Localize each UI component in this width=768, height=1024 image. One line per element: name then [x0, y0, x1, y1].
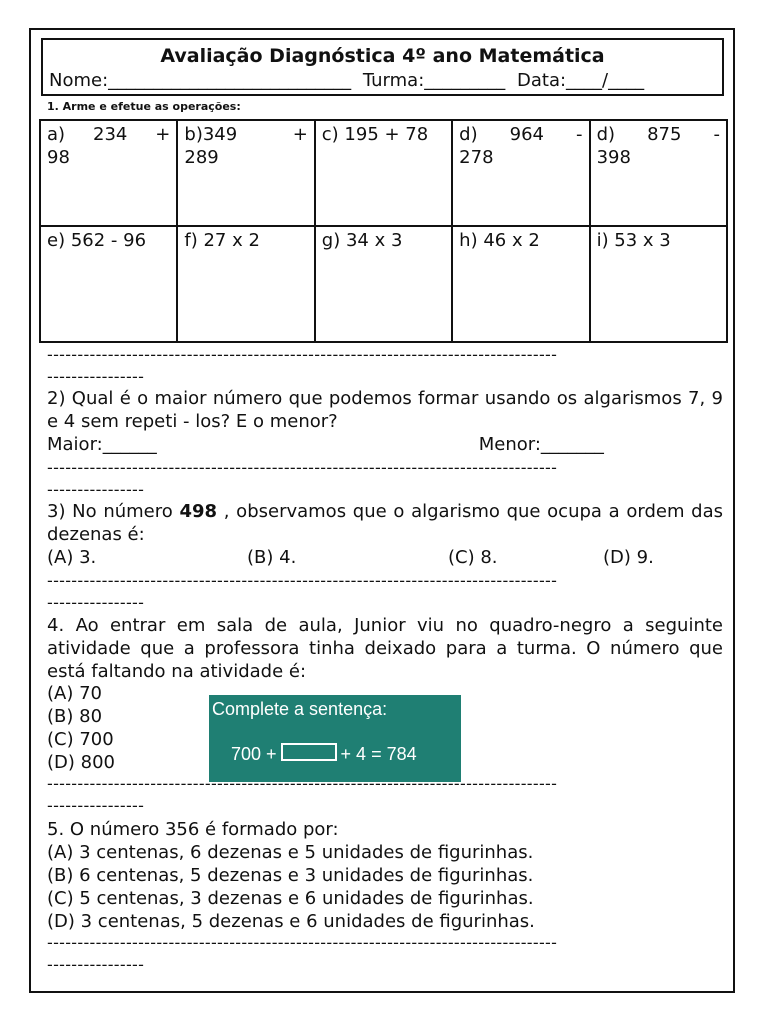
op-part: -: [576, 124, 583, 145]
op-part: 964: [509, 124, 545, 145]
separator-line: [47, 344, 727, 388]
separator-dashes: ------------------------------------------------------------------------------------: [47, 345, 558, 364]
operations-table: [39, 119, 728, 343]
op-part: 875: [647, 124, 682, 145]
q5-option-c: (C) 5 centenas, 3 dezenas e 6 unidades de figurinhas.: [47, 888, 534, 909]
worksheet-page: [29, 28, 735, 993]
q3-options: [47, 546, 723, 569]
header-box: [41, 38, 724, 96]
separator-dashes: ----------------: [47, 593, 145, 612]
chalkboard-image: [209, 695, 461, 782]
separator-dashes: ----------------: [47, 480, 145, 499]
q1-instruction: 1. Arme e efetue as operações:: [47, 100, 241, 113]
operation-cell-d2: [590, 120, 727, 226]
chalkboard-equation: [231, 743, 417, 765]
q4-option-a: (A) 70: [47, 683, 102, 704]
chalkboard-title: Complete a sentença:: [212, 699, 388, 719]
op-part: d): [596, 124, 616, 145]
op-part: -: [713, 124, 720, 145]
op-part: a): [47, 124, 66, 145]
q3-option-b: (B) 4.: [247, 547, 297, 568]
blank-box: [281, 743, 337, 761]
separator-dashes: ----------------: [47, 796, 145, 815]
op-part: 98: [47, 147, 70, 168]
separator-dashes: ------------------------------------------------------------------------------------: [47, 458, 558, 477]
operation-cell-a: [40, 120, 177, 226]
q2-maior-field: Maior:______: [47, 434, 157, 455]
equation-right: + 4 = 784: [340, 744, 417, 764]
separator-dashes: ------------------------------------------------------------------------------------: [47, 933, 558, 952]
q3-text-before: 3) No número: [47, 501, 173, 522]
operation-cell-i: i) 53 x 3: [590, 226, 727, 342]
q4-options: [47, 682, 197, 774]
q5-option-d: (D) 3 centenas, 5 dezenas e 6 unidades de figurinhas.: [47, 911, 535, 932]
separator-dashes: ------------------------------------------------------------------------------------: [47, 571, 558, 590]
q3-option-a: (A) 3.: [47, 547, 97, 568]
equation-left: 700 +: [231, 744, 277, 764]
q3-option-c: (C) 8.: [448, 547, 498, 568]
operation-cell-b: [177, 120, 314, 226]
q2-text: 2) Qual é o maior número que podemos formar usando os algarismos 7, 9 e 4 sem repeti - los? E o menor?: [47, 388, 723, 432]
q2-answers: [47, 433, 723, 456]
q3-text: [47, 500, 723, 546]
operation-cell-g: g) 34 x 3: [315, 226, 452, 342]
turma-field: Turma:_________: [362, 70, 506, 91]
data-field: Data:____/____: [517, 70, 645, 91]
op-part: 289: [184, 147, 219, 168]
separator-line: [47, 773, 727, 817]
separator-line: [47, 457, 727, 501]
separator-line: [47, 570, 727, 614]
operation-cell-c: [315, 120, 452, 226]
operation-cell-d1: [452, 120, 589, 226]
q5-option-b: (B) 6 centenas, 5 dezenas e 3 unidades de figurinhas.: [47, 865, 534, 886]
operation-cell-e: e) 562 - 96: [40, 226, 177, 342]
page-title: Avaliação Diagnóstica 4º ano Matemática: [160, 45, 605, 67]
q4-text: 4. Ao entrar em sala de aula, Junior viu no quadro-negro a seguinte atividade que a professora tinha deixado para a turma. O número que está faltando na atividade é:: [47, 615, 723, 682]
op-part: +: [292, 124, 308, 145]
q2-menor-field: Menor:_______: [478, 434, 604, 455]
operation-cell-h: h) 46 x 2: [452, 226, 589, 342]
q3-option-d: (D) 9.: [603, 547, 654, 568]
separator-dashes: ----------------: [47, 367, 145, 386]
header-fields: [49, 70, 644, 91]
q5-text: 5. O número 356 é formado por:: [47, 819, 339, 840]
op-part: 278: [459, 147, 494, 168]
op-part: d): [459, 124, 478, 145]
separator-dashes: ------------------------------------------------------------------------------------: [47, 774, 558, 793]
op-part: +: [155, 124, 171, 145]
op-part: 398: [596, 147, 631, 168]
q4-option-d: (D) 800: [47, 752, 115, 773]
q4-option-c: (C) 700: [47, 729, 114, 750]
q3-number: 498: [179, 501, 218, 522]
separator-dashes: ----------------: [47, 955, 145, 974]
q4-option-b: (B) 80: [47, 706, 103, 727]
operation-cell-f: f) 27 x 2: [177, 226, 314, 342]
q3-text-after: , observamos que o algarismo que ocupa a ordem das dezenas é:: [47, 501, 723, 545]
nome-field: Nome:___________________________: [49, 70, 352, 91]
operations-row-1: [40, 120, 727, 226]
q5-block: [47, 818, 723, 933]
separator-line: [47, 932, 727, 976]
op-part: c) 195 + 78: [321, 124, 429, 145]
operations-row-2: [40, 226, 727, 342]
op-part: 234: [93, 124, 128, 145]
op-part: b)349: [184, 124, 238, 145]
q5-option-a: (A) 3 centenas, 6 dezenas e 5 unidades de figurinhas.: [47, 842, 534, 863]
